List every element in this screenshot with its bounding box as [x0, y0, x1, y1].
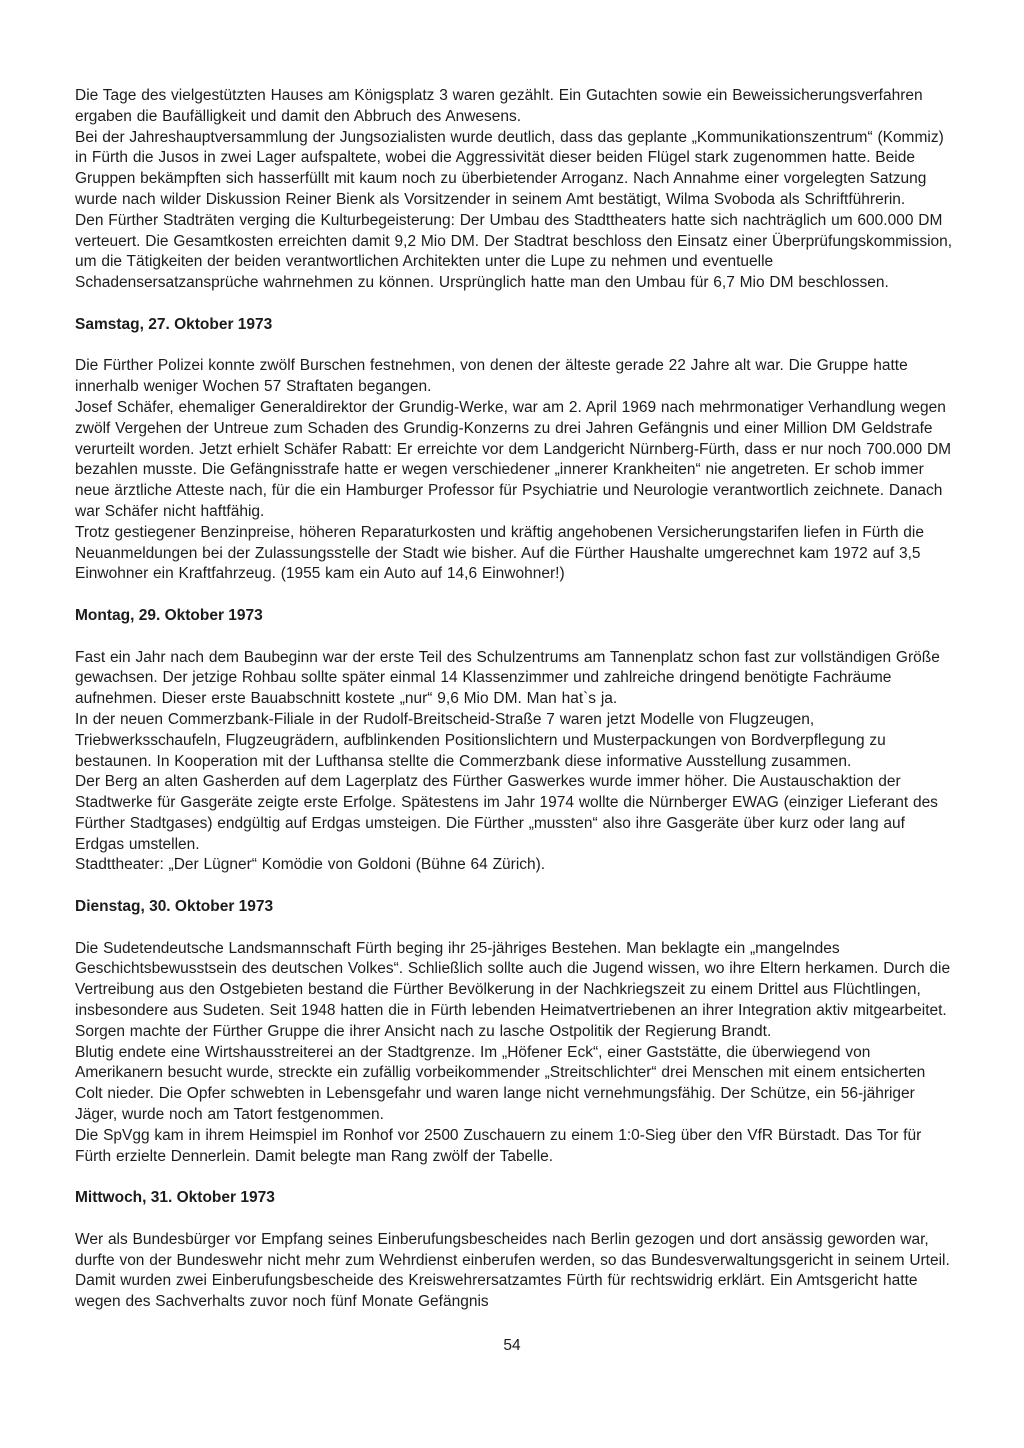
paragraph: Fast ein Jahr nach dem Baubeginn war der erste Teil des Schulzentrums am Tannenplatz schon fast zur vollständigen Größe gewachsen. Der jetzige Rohbau sollte später einmal 14 Klassenzimmer und zahlreiche dringend benötigte Fachräume aufnehmen. Dieser erste Bauabschnitt kostete „nur“ 9,6 Mio DM. Man hat`s ja.: [75, 648, 940, 708]
paragraph: Den Fürther Stadträten verging die Kulturbegeisterung: Der Umbau des Stadttheaters hatte sich nachträglich um 600.000 DM verteuert. Die Gesamtkosten erreichten damit 9,2 Mio DM. Der Stadtrat beschloss den Einsatz einer Überprüfungskommission, um die Tätigkeiten der beiden verantwortlichen Architekten unter die Lupe zu nehmen und eventuelle Schadensersatzansprüche wahrnehmen zu können. Ursprünglich hatte man den Umbau für 6,7 Mio DM beschlossen.: [75, 211, 953, 292]
paragraph: Die Fürther Polizei konnte zwölf Burschen festnehmen, von denen der älteste gerade 22 Jahre alt war. Die Gruppe hatte innerhalb weniger Wochen 57 Straftaten begangen.: [75, 357, 908, 396]
section-mittwoch-31-oktober: [75, 1188, 955, 1313]
paragraph: Bei der Jahreshauptversammlung der Jungsozialisten wurde deutlich, dass das geplante „Kommunikationszentrum“ (Kommiz) in Fürth die Jusos in zwei Lager aufspaltete, wobei die Aggressivität dieser beiden Flügel stark zugenommen hatte. Beide Gruppen bekämpften sich hasserfüllt mit kaum noch zu überbietender Arroganz. Nach Annahme einer vorgelegten Satzung wurde nach wilder Diskussion Reiner Bienk als Vorsitzender in seinem Amt bestätigt, Wilma Svoboda als Schriftführerin.: [75, 128, 944, 208]
section-heading: Dienstag, 30. Oktober 1973: [75, 898, 274, 916]
paragraph: Die Sudetendeutsche Landsmannschaft Fürth beging ihr 25-jähriges Bestehen. Man beklagte ein „mangelndes Geschichtsbewusstsein des deutschen Volkes“. Schließlich sollte auch die Jugend wissen, wo ihre Eltern herkamen. Durch die Vertreibung aus den Ostgebieten bestand die Fürther Bevölkerung in der Nachkriegszeit zu einem Drittel aus Flüchtlingen, insbesondere aus Sudeten. Seit 1948 hatten die in Fürth lebenden Heimatvertriebenen an ihrer Integration aktiv mitgearbeitet. Sorgen machte der Fürther Gruppe die ihrer Ansicht nach zu lasche Ostpolitik der Regierung Brandt.: [75, 939, 951, 1040]
section-heading: Samstag, 27. Oktober 1973: [75, 315, 273, 333]
section-montag-29-oktober: [75, 606, 955, 876]
section-samstag-27-oktober: [75, 315, 955, 585]
paragraph: Die Tage des vielgestützten Hauses am Königsplatz 3 waren gezählt. Ein Gutachten sowie ein Beweissicherungsverfahren ergaben die Baufälligkeit und damit den Abbruch des Anwesens.: [75, 87, 923, 125]
section-dienstag-30-oktober: [75, 897, 955, 1167]
section-heading: Montag, 29. Oktober 1973: [75, 606, 263, 624]
paragraph: Josef Schäfer, ehemaliger Generaldirektor der Grundig-Werke, war am 2. April 1969 nach mehrmonatiger Verhandlung wegen zwölf Vergehen der Untreue zum Schaden des Grundig-Konzerns zu drei Jahren Gefängnis und einer Million DM Geldstrafe verurteilt worden. Jetzt erhielt Schäfer Rabatt: Er erreichte vor dem Landgericht Nürnberg-Fürth, dass er nur noch 700.000 DM bezahlen musste. Die Gefängnisstrafe hatte er wegen verschiedener „innerer Krankheiten“ nie angetreten. Er schob immer neue ärztliche Atteste nach, für die ein Hamburger Professor für Psychiatrie und Neurologie verantwortlich zeichnete. Danach war Schäfer nicht haftfähig.: [75, 398, 952, 520]
paragraph: Die SpVgg kam in ihrem Heimspiel im Ronhof vor 2500 Zuschauern zu einem 1:0-Sieg über den VfR Bürstadt. Das Tor für Fürth erzielte Dennerlein. Damit belegte man Rang zwölf der Tabelle.: [75, 1126, 922, 1165]
paragraph: Wer als Bundesbürger vor Empfang seines Einberufungsbescheides nach Berlin gezogen und dort ansässig geworden war, durfte von der Bundeswehr nicht mehr zum Wehrdienst einberufen werden, so das Bundesverwaltungsgericht in seinem Urteil. Damit wurden zwei Einberufungsbescheide des Kreiswehrersatzamtes Fürth für rechtswidrig erklärt. Ein Amtsgericht hatte wegen des Sachverhalts zuvor noch fünf Monate Gefängnis: [75, 1230, 950, 1311]
section-intro: [75, 86, 955, 294]
section-heading: Mittwoch, 31. Oktober 1973: [75, 1189, 275, 1207]
paragraph: In der neuen Commerzbank-Filiale in der Rudolf-Breitscheid-Straße 7 waren jetzt Modelle von Flugzeugen, Triebwerksschaufeln, Flugzeugrädern, aufblinkenden Positionslichtern und Musterpackungen von Bordverpflegung zu bestaunen. In Kooperation mit der Lufthansa stellte die Commerzbank diese informative Ausstellung zusammen.: [75, 710, 886, 770]
page-number: 54: [503, 1337, 521, 1354]
page-body: [75, 86, 955, 1313]
paragraph: Blutig endete eine Wirtshausstreiterei an der Stadtgrenze. Im „Höfener Eck“, einer Gaststätte, die überwiegend von Amerikanern besucht wurde, streckte ein zufällig vorbeikommender „Streitschlichter“ drei Menschen mit einem entsicherten Colt nieder. Die Opfer schwebten in Lebensgefahr und waren lange nicht vernehmungsfähig. Der Schütze, ein 56-jähriger Jäger, wurde noch am Tatort festgenommen.: [75, 1043, 926, 1124]
paragraph: Stadttheater: „Der Lügner“ Komödie von Goldoni (Bühne 64 Zürich).: [75, 856, 546, 874]
paragraph: Trotz gestiegener Benzinpreise, höheren Reparaturkosten und kräftig angehobenen Versicherungstarifen liefen in Fürth die Neuanmeldungen bei der Zulassungsstelle der Stadt wie bisher. Auf die Fürther Haushalte umgerechnet kam 1972 auf 3,5 Einwohner ein Kraftfahrzeug. (1955 kam ein Auto auf 14,6 Einwohner!): [75, 523, 924, 583]
paragraph: Der Berg an alten Gasherden auf dem Lagerplatz des Fürther Gaswerkes wurde immer höher. Die Austauschaktion der Stadtwerke für Gasgeräte zeigte erste Erfolge. Spätestens im Jahr 1974 wollte die Nürnberger EWAG (einziger Lieferant des Fürther Stadtgases) endgültig auf Erdgas umsteigen. Die Fürther „mussten“ also ihre Gasgeräte über kurz oder lang auf Erdgas umstellen.: [75, 773, 938, 853]
